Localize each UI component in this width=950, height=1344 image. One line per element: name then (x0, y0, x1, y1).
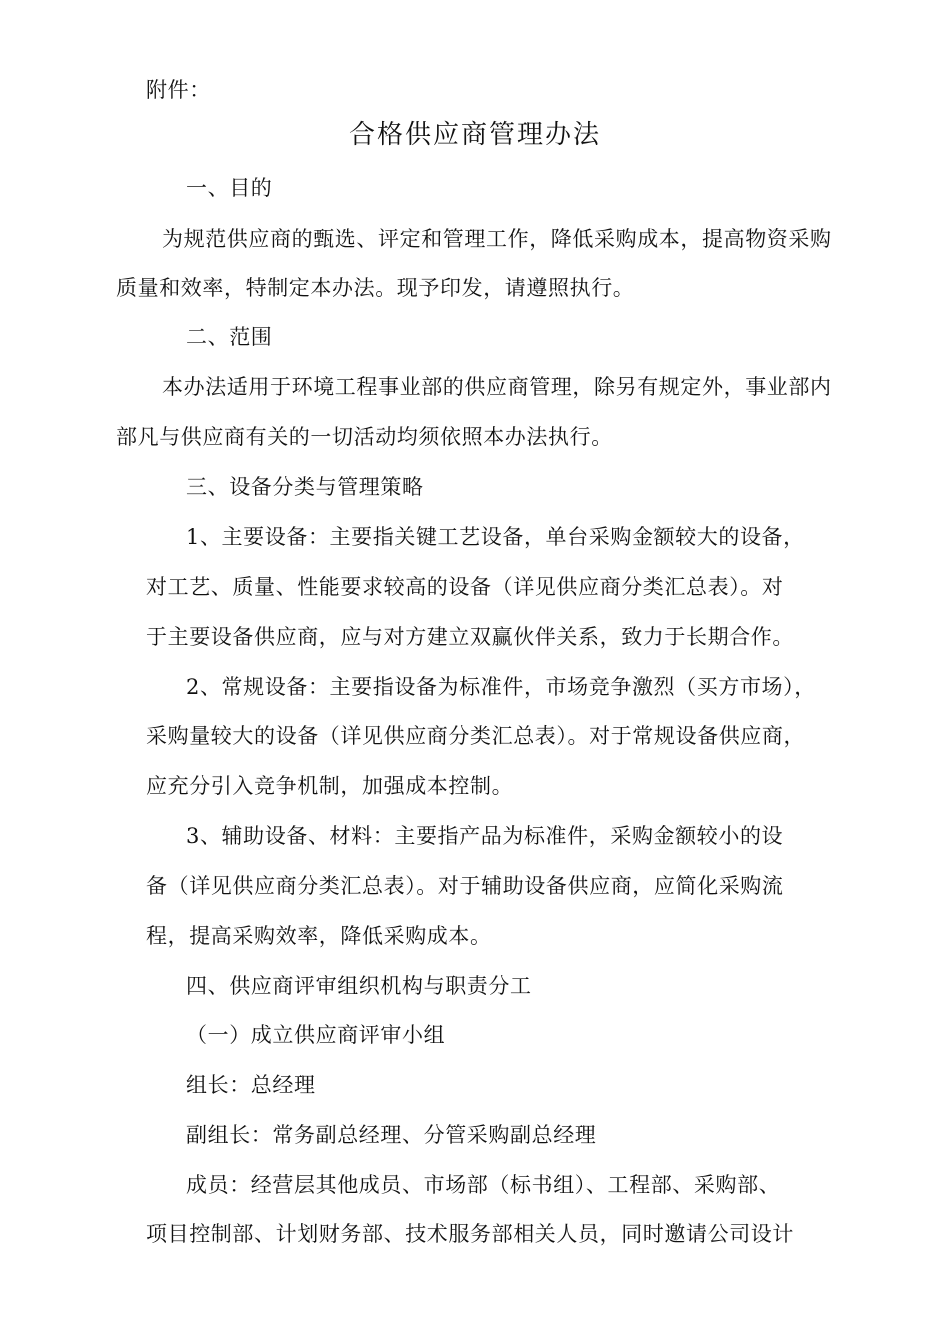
paragraph-line: 本办法适用于环境工程事业部的供应商管理，除另有规定外，事业部内 (162, 375, 832, 399)
paragraph-line: 1、主要设备：主要指关键工艺设备，单台采购金额较大的设备， (186, 525, 805, 549)
paragraph-line: 3、辅助设备、材料：主要指产品为标准件，采购金额较小的设 (186, 824, 784, 848)
paragraph-line: 成员：经营层其他成员、市场部（标书组）、工程部、采购部、 (186, 1173, 781, 1197)
paragraph-line: 采购量较大的设备（详见供应商分类汇总表）。对于常规设备供应商， (146, 724, 806, 748)
paragraph-line: 应充分引入竞争机制，加强成本控制。 (146, 774, 514, 798)
section-heading: 二、范围 (186, 325, 273, 349)
document-title: 合格供应商管理办法 (348, 120, 601, 150)
attachment-label: 附件： (146, 78, 211, 102)
paragraph-line: 组长：总经理 (186, 1073, 316, 1097)
paragraph-line: 项目控制部、计划财务部、技术服务部相关人员，同时邀请公司设计 (146, 1222, 794, 1246)
paragraph-line: 部凡与供应商有关的一切活动均须依照本办法执行。 (116, 425, 613, 449)
paragraph-line: 程，提高采购效率，降低采购成本。 (146, 924, 492, 948)
paragraph-line: 对工艺、质量、性能要求较高的设备（详见供应商分类汇总表）。对 (146, 575, 784, 599)
section-heading: 三、设备分类与管理策略 (186, 475, 424, 499)
paragraph-line: 副组长：常务副总经理、分管采购副总经理 (186, 1123, 597, 1147)
section-heading: 一、目的 (186, 176, 273, 200)
paragraph-line: 于主要设备供应商，应与对方建立双赢伙伴关系，致力于长期合作。 (146, 625, 794, 649)
paragraph-line: 2、常规设备：主要指设备为标准件，市场竞争激烈（买方市场）， (186, 675, 816, 699)
section-heading: 四、供应商评审组织机构与职责分工 (186, 974, 532, 998)
subsection-heading: （一）成立供应商评审小组 (186, 1023, 446, 1047)
paragraph-line: 质量和效率，特制定本办法。现予印发，请遵照执行。 (116, 276, 635, 300)
paragraph-line: 为规范供应商的甄选、评定和管理工作，降低采购成本，提高物资采购 (162, 227, 832, 251)
paragraph-line: 备（详见供应商分类汇总表）。对于辅助设备供应商，应简化采购流 (146, 874, 784, 898)
